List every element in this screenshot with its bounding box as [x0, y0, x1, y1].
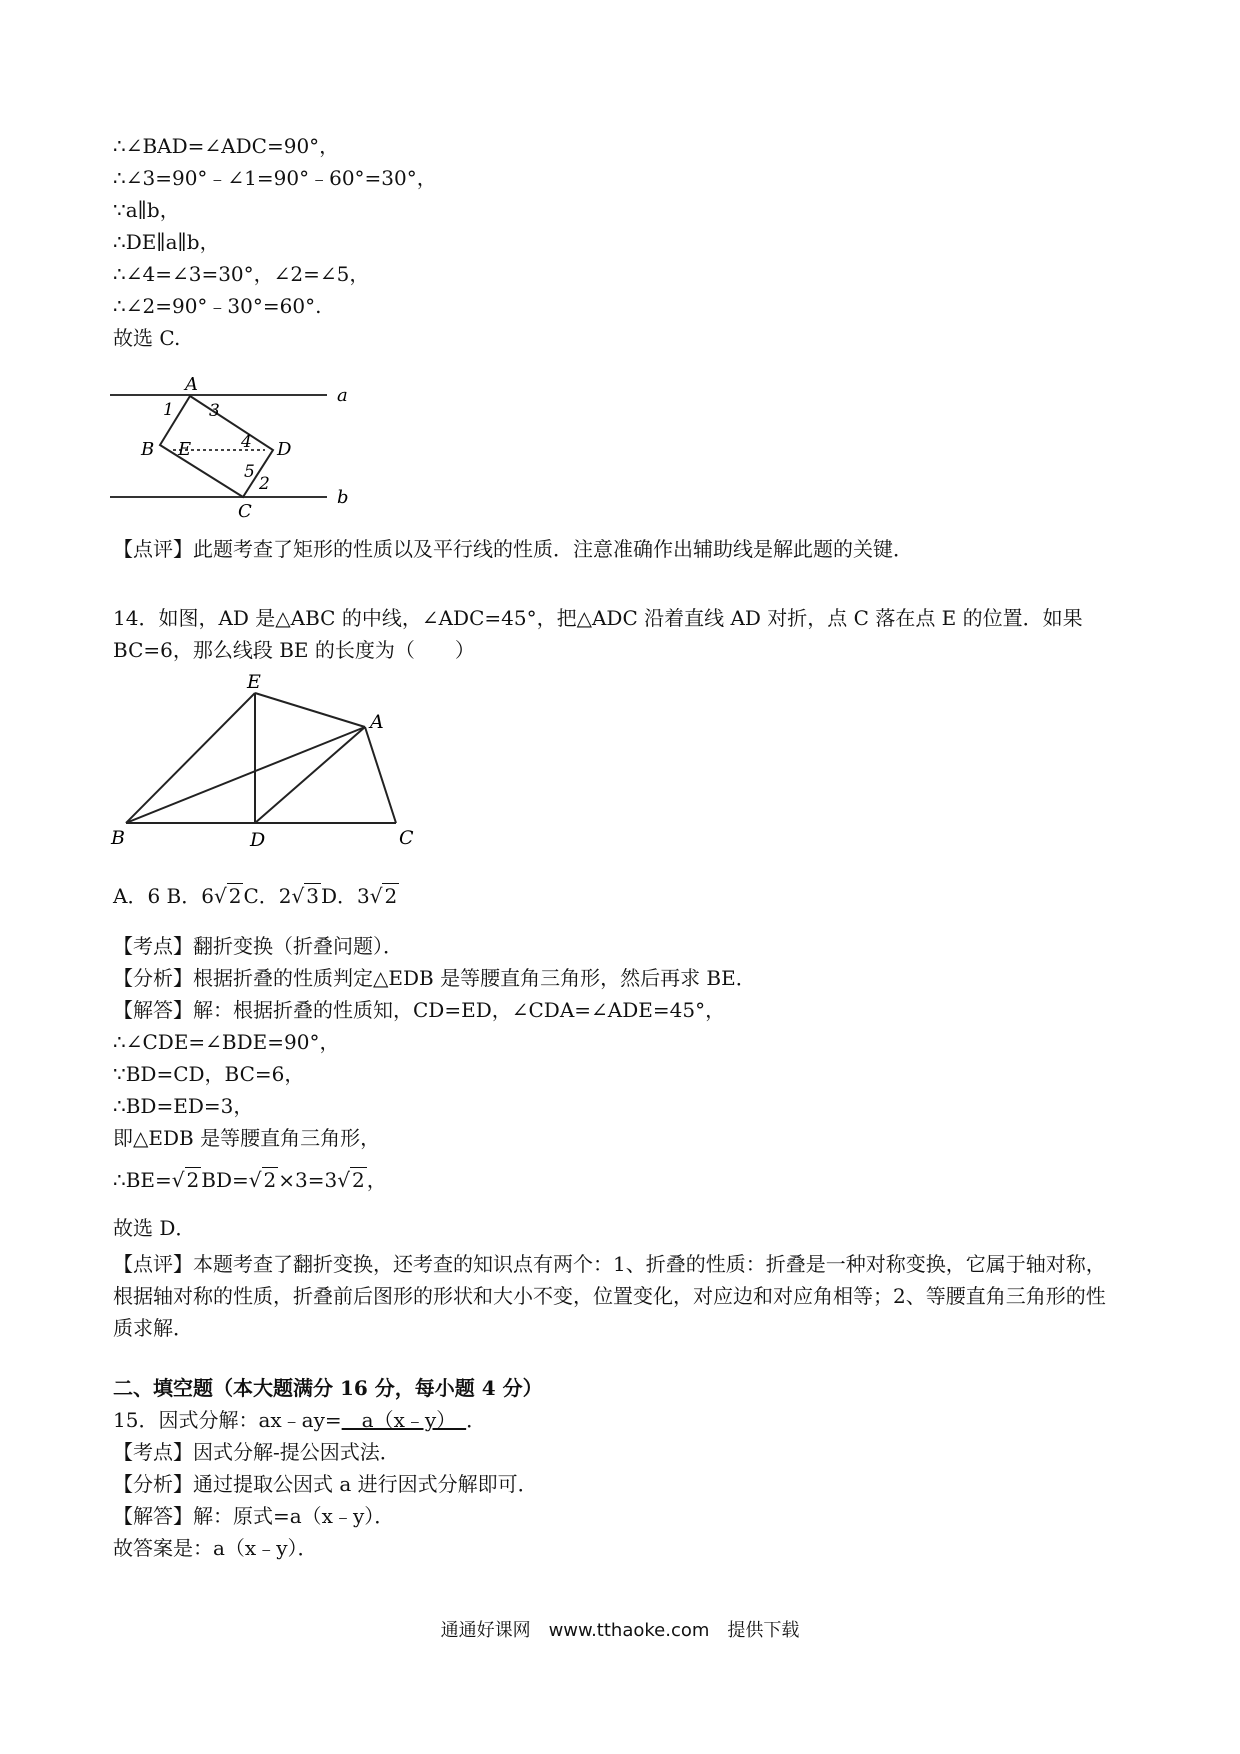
q14-kaodian: 【考点】翻折变换（折叠问题）．: [113, 934, 403, 958]
solution-line: ∴∠3=90°﹣∠1=90°﹣60°=30°，: [113, 166, 437, 190]
label-C: C: [238, 501, 252, 520]
q14-be-formula: ∴BE=√ 2 BD=√ 2 ×3=3√ 2 ，: [113, 1168, 387, 1192]
q15-answer: 故答案是：a（x﹣y）．: [113, 1536, 318, 1560]
q13-comment: 【点评】此题考查了矩形的性质以及平行线的性质．注意准确作出辅助线是解此题的关键．: [113, 537, 913, 561]
label-D: D: [250, 829, 266, 850]
label-1: 1: [163, 400, 174, 420]
option-c: C．2√ 3: [243, 884, 319, 908]
solution-line: ∴∠CDE=∠BDE=90°，: [113, 1030, 340, 1054]
solution-line: 即△EDB 是等腰直角三角形，: [113, 1126, 381, 1150]
q14-stem-line2: BC=6，那么线段 BE 的长度为（ ）: [113, 638, 475, 662]
solution-line: ∴∠BAD=∠ADC=90°，: [113, 134, 340, 158]
solution-line: ∴BD=ED=3，: [113, 1094, 254, 1118]
solution-line: ∵a∥b，: [113, 198, 180, 222]
solution-line: ∴DE∥a∥b，: [113, 230, 220, 254]
q14-answer: 故选 D．: [113, 1216, 196, 1240]
label-a: a: [337, 385, 348, 406]
label-b: b: [337, 487, 349, 508]
label-E: E: [178, 439, 192, 460]
label-5: 5: [244, 462, 255, 482]
page-footer: 通通好课网 www.tthaoke.com 提供下载: [440, 1620, 800, 1641]
solution-line: ∴∠2=90°﹣30°=60°.: [113, 294, 322, 318]
label-2: 2: [259, 474, 270, 494]
q15-blank-answer: a（x﹣y）: [341, 1408, 467, 1432]
option-b: B．6√ 2: [166, 884, 242, 908]
figure-fold-triangle: [105, 668, 425, 850]
section-heading: 二、填空题（本大题满分 16 分，每小题 4 分）: [113, 1376, 543, 1400]
option-a: A．6: [113, 884, 161, 908]
label-B: B: [141, 439, 155, 460]
label-B: B: [111, 827, 125, 849]
solution-line: ∵BD=CD，BC=6，: [113, 1062, 305, 1086]
q15-jieda: 【解答】解：原式=a（x﹣y）．: [113, 1504, 395, 1528]
label-C: C: [399, 827, 414, 849]
q14-stem-line1: 14．如图，AD 是△ABC 的中线，∠ADC=45°，把△ADC 沿着直线 AD 对折，点 C 落在点 E 的位置．如果: [113, 606, 1083, 630]
label-A: A: [185, 375, 198, 395]
q14-jieda: 【解答】解：根据折叠的性质知，CD=ED，∠CDA=∠ADE=45°，: [113, 998, 726, 1022]
option-d: D．3√ 2: [320, 884, 398, 908]
label-4: 4: [241, 432, 252, 452]
q15-kaodian: 【考点】因式分解-提公因式法．: [113, 1440, 400, 1464]
q15-fenxi: 【分析】通过提取公因式 a 进行因式分解即可．: [113, 1472, 538, 1496]
label-D: D: [277, 439, 292, 460]
q14-comment: 【点评】本题考查了翻折变换，还考查的知识点有两个：1、折叠的性质：折叠是一种对称变换，它属于轴对称，根据轴对称的性质，折叠前后图形的形状和大小不变，位置变化，对应边和对应角相等；2、等腰直角三角形的性质求解．: [113, 1252, 1106, 1340]
q14-fenxi: 【分析】根据折叠的性质判定△EDB 是等腰直角三角形，然后再求 BE．: [113, 966, 756, 990]
solution-line: ∴∠4=∠3=30°，∠2=∠5，: [113, 262, 370, 286]
label-3: 3: [209, 401, 220, 421]
solution-answer: 故选 C.: [113, 326, 181, 350]
q14-options: [113, 884, 399, 908]
figure-rectangle-parallel-lines: [105, 375, 365, 520]
label-A: A: [370, 711, 384, 733]
label-E: E: [247, 671, 261, 693]
q15-stem: 15．因式分解：ax﹣ay= a（x﹣y） ．: [113, 1408, 487, 1432]
